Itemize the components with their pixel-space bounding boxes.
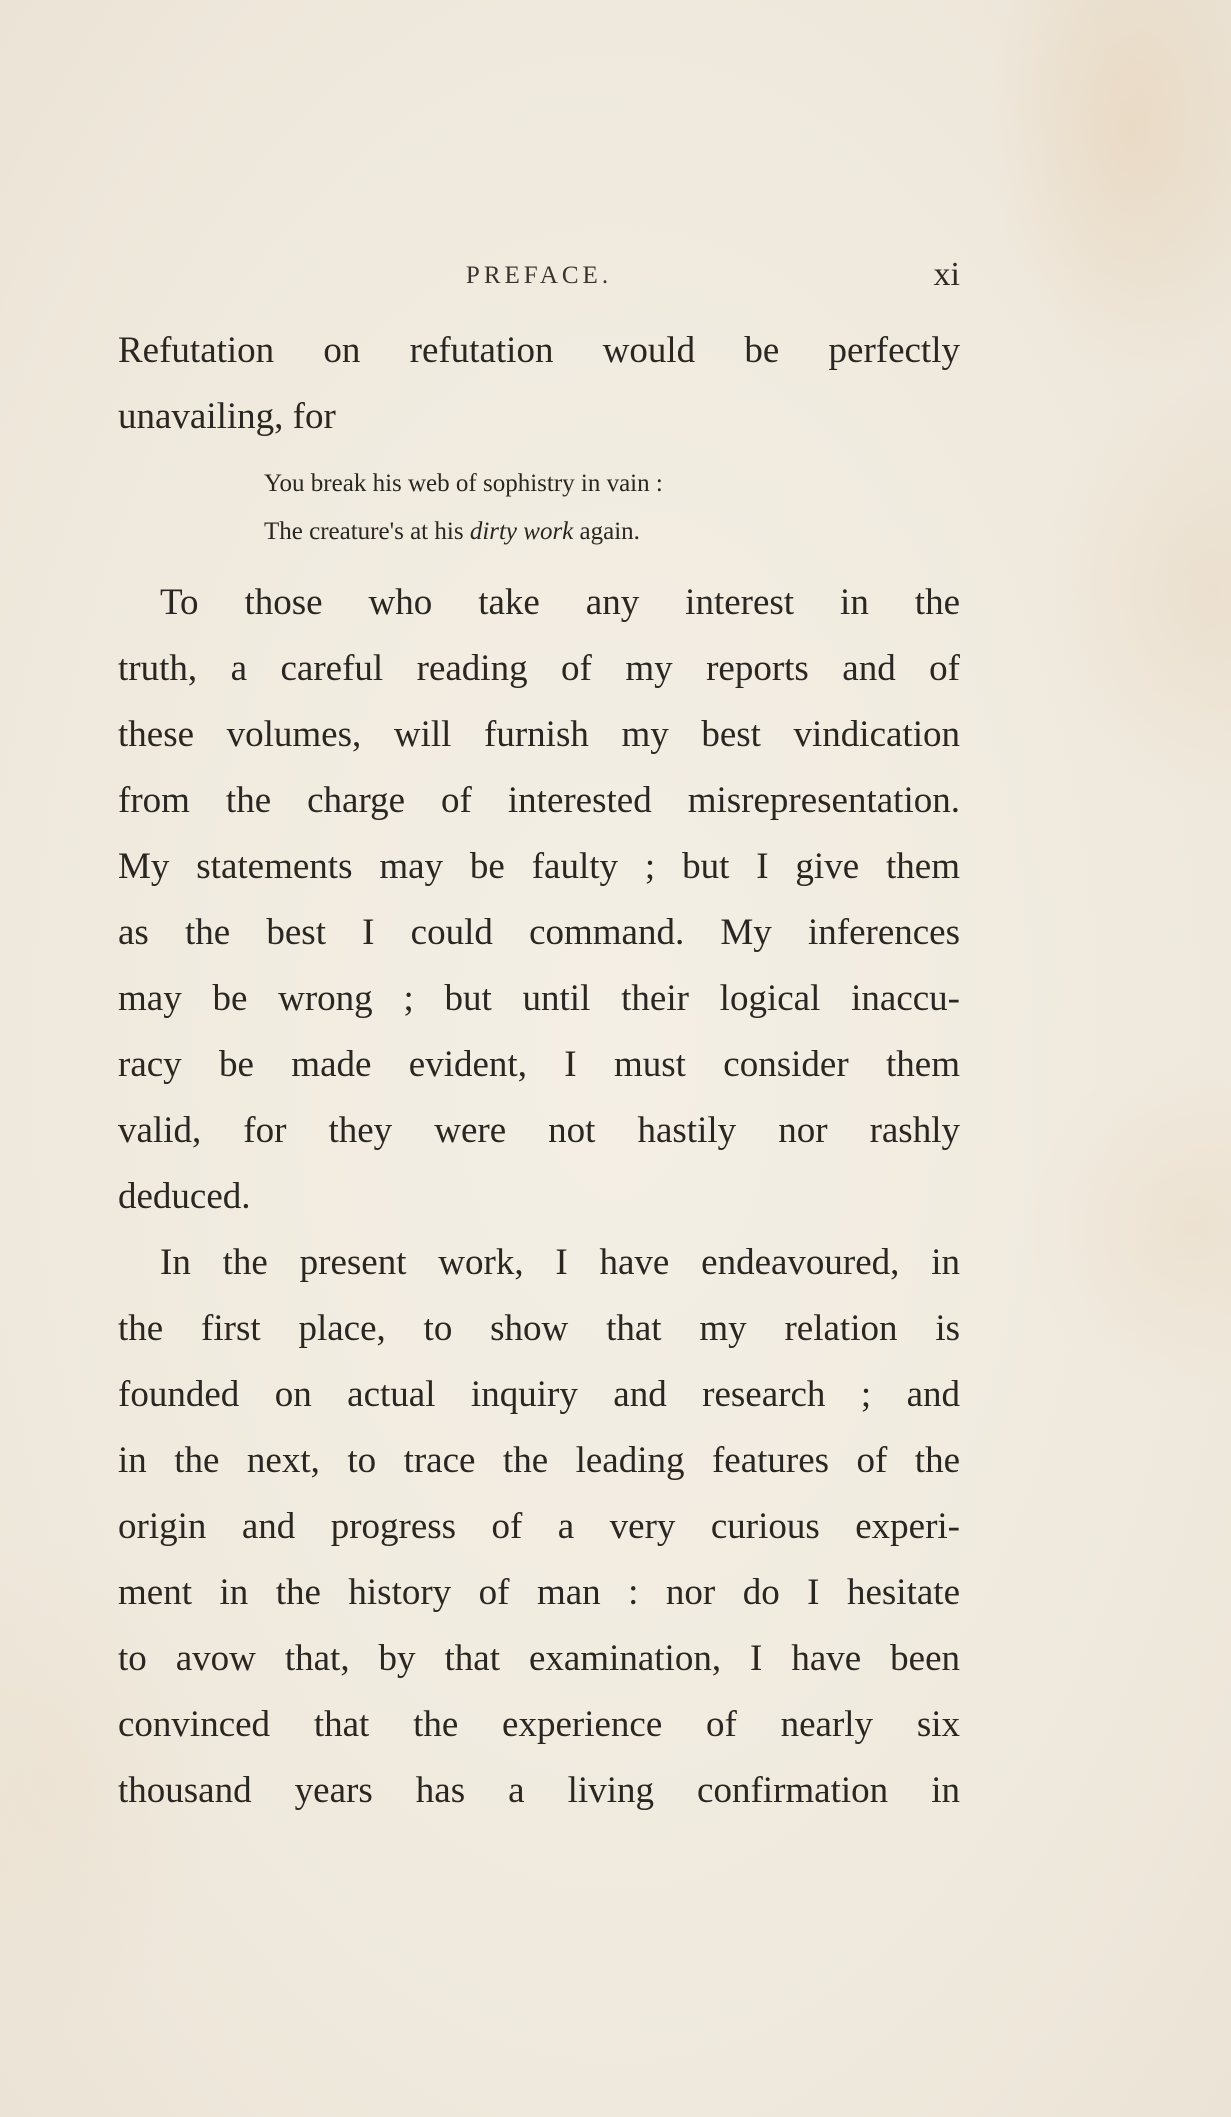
text-line: Refutation on refutation would be perfectly: [118, 330, 960, 371]
page-header: [118, 256, 960, 302]
verse-text: again.: [573, 518, 640, 545]
text-line: may be wrong ; but until their logical inaccu-: [118, 978, 960, 1019]
text-line: My statements may be faulty ; but I give them: [118, 846, 960, 887]
verse-text: The creature's at his: [264, 518, 470, 545]
text-line: to avow that, by that examination, I have been: [118, 1638, 960, 1679]
verse-italic-text: dirty work: [469, 518, 574, 545]
text-line: origin and progress of a very curious experi-: [118, 1506, 960, 1547]
text-line: ment in the history of man : nor do I hesitate: [118, 1572, 960, 1613]
paragraph-2: [118, 570, 960, 1230]
text-line: convinced that the experience of nearly six: [118, 1704, 960, 1745]
paragraph-1: [118, 318, 960, 450]
running-title: PREFACE.: [465, 262, 613, 289]
body-text: [118, 318, 960, 1824]
text-line: unavailing, for: [118, 396, 336, 437]
text-line: To those who take any interest in the: [160, 582, 960, 623]
text-line: In the present work, I have endeavoured, in: [160, 1242, 960, 1283]
text-line: racy be made evident, I must consider them: [118, 1044, 960, 1085]
text-line: valid, for they were not hastily nor rashly: [118, 1110, 960, 1151]
page-number: xi: [933, 256, 960, 293]
text-line: founded on actual inquiry and research ; and: [118, 1374, 960, 1415]
paragraph-3: [118, 1230, 960, 1824]
text-line: truth, a careful reading of my reports and of: [118, 648, 960, 689]
text-line: the first place, to show that my relation is: [118, 1308, 960, 1349]
verse-quotation: [118, 460, 960, 556]
text-line: in the next, to trace the leading features of the: [118, 1440, 960, 1481]
text-line: as the best I could command. My inferences: [118, 912, 960, 953]
verse-line: You break his web of sophistry in vain :: [264, 470, 663, 497]
text-line: from the charge of interested misrepresentation.: [118, 780, 960, 821]
text-line: these volumes, will furnish my best vindication: [118, 714, 960, 755]
verse-line: [118, 508, 960, 556]
text-line: deduced.: [118, 1176, 251, 1217]
text-line: thousand years has a living confirmation in: [118, 1770, 960, 1811]
